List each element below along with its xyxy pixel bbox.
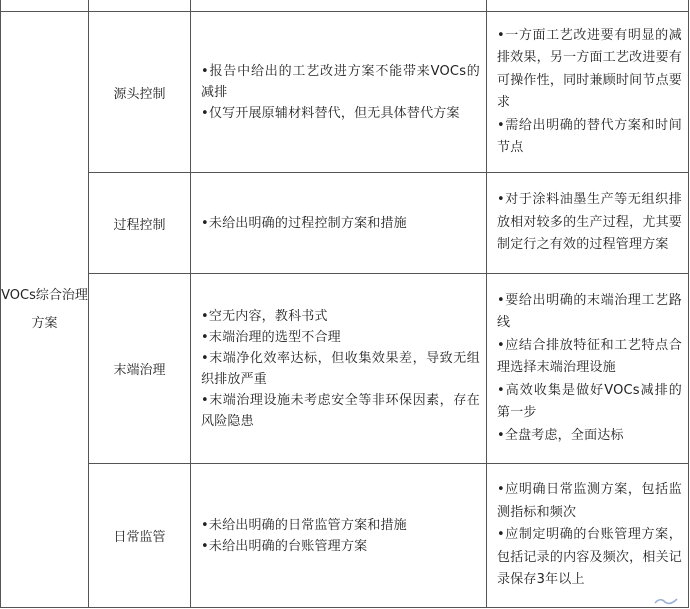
requirement-item: •全盘考虑，全面达标	[497, 427, 624, 443]
category-label: VOCs综合治理方案	[1, 287, 88, 331]
requirements-cell	[487, 12, 689, 173]
problems-cell	[191, 12, 487, 173]
subcategory-cell	[89, 464, 191, 608]
subcategory-label: 日常监管	[113, 530, 166, 545]
requirement-item: •应制定明确的台账管理方案，包括记录的内容及频次，相关记录保存3年以上	[497, 527, 682, 588]
problem-item: •末端净化效率达标，但收集效果差，导致无组织排放严重	[201, 350, 480, 387]
requirement-item: •要给出明确的末端治理工艺路线	[497, 292, 682, 331]
subcategory-cell	[89, 173, 191, 274]
table-row	[1, 274, 689, 464]
requirements-cell	[487, 274, 689, 464]
category-cell	[1, 12, 89, 608]
problems-cell	[191, 274, 487, 464]
requirement-item: •应明确日常监测方案，包括监测指标和频次	[497, 482, 682, 520]
subcategory-cell	[89, 12, 191, 173]
problem-item: •未给出明确的日常监管方案和措施	[201, 517, 407, 533]
watermark-logo-icon	[654, 596, 678, 606]
table-row	[1, 173, 689, 274]
subcategory-label: 末端治理	[113, 363, 166, 378]
table-top-row	[1, 0, 689, 12]
problems-cell	[191, 464, 487, 608]
table-cell	[487, 0, 689, 12]
table-cell	[191, 0, 487, 12]
table-row	[1, 464, 689, 608]
problem-item: •仅写开展原辅材料替代，但无具体替代方案	[201, 105, 460, 121]
problem-item: •末端治理设施未考虑安全等非环保因素，存在风险隐患	[201, 392, 480, 429]
problem-item: •未给出明确的台账管理方案	[201, 538, 368, 554]
problem-item: •末端治理的选型不合理	[201, 329, 341, 345]
problems-cell	[191, 173, 487, 274]
subcategory-label: 源头控制	[113, 86, 166, 102]
requirement-item: •应结合排放特征和工艺特点合理选择末端治理设施	[497, 337, 682, 376]
table-cell	[1, 0, 89, 12]
requirement-item: •需给出明确的替代方案和时间节点	[497, 117, 682, 155]
table-row	[1, 12, 689, 173]
problem-item: •未给出明确的过程控制方案和措施	[201, 215, 407, 231]
requirement-item: •对于涂料油墨生产等无组织排放相对较多的生产过程，尤其要制定行之有效的过程管理方案	[497, 192, 682, 253]
requirements-cell	[487, 464, 689, 608]
requirement-item: •一方面工艺改进要有明显的减排效果，另一方面工艺改进要有可操作性，同时兼顾时间节点要求	[497, 27, 682, 110]
requirement-item: •高效收集是做好VOCs减排的第一步	[497, 382, 682, 421]
subcategory-label: 过程控制	[113, 217, 166, 233]
problem-item: •报告中给出的工艺改进方案不能带来VOCs的减排	[201, 63, 480, 100]
problem-item: •空无内容，教科书式	[201, 308, 328, 324]
subcategory-cell	[89, 274, 191, 464]
table-cell	[89, 0, 191, 12]
requirements-cell	[487, 173, 689, 274]
